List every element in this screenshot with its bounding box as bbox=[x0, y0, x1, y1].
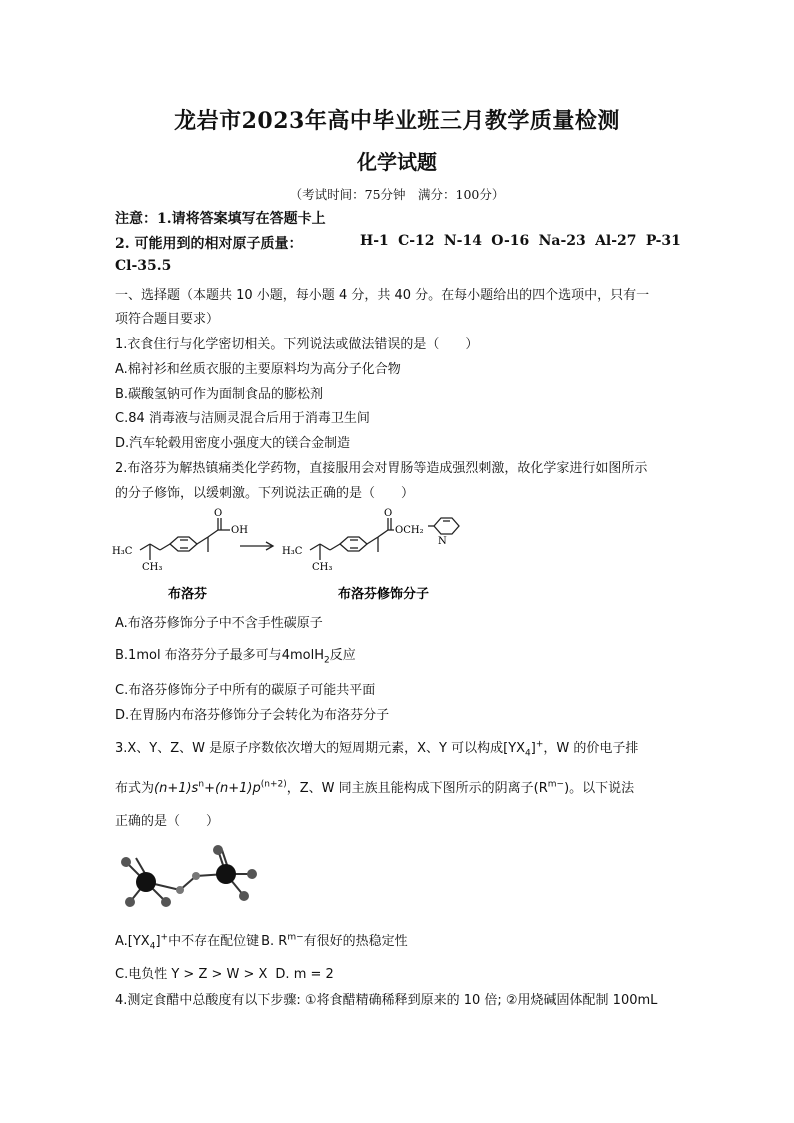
q3-anion-close: ) bbox=[564, 781, 570, 796]
atomic-mass: N-14 bbox=[443, 233, 482, 249]
anion-ball-stick-figure bbox=[112, 840, 272, 920]
h3c-label-left: H₃C bbox=[112, 546, 133, 557]
atomic-mass: P-31 bbox=[645, 233, 681, 249]
q2-option-c: C.布洛芬修饰分子中所有的碳原子可能共平面 bbox=[115, 683, 376, 698]
q2-option-b bbox=[115, 644, 356, 666]
q3-a-charge: + bbox=[160, 932, 169, 943]
exam-subtitle: 化学试题 bbox=[357, 150, 437, 174]
q2-stem-line2: 的分子修饰，以缓刺激。下列说法正确的是（ ） bbox=[115, 486, 415, 501]
q3-text-end: 。以下说法 bbox=[569, 781, 635, 796]
q3-config-mid: +(n+1)p bbox=[204, 781, 261, 796]
q2-b-text: B.1mol 布洛芬分子最多可与 bbox=[115, 648, 282, 663]
section-heading-line1: 一、选择题（本题共 10 小题，每小题 4 分，共 40 分。在每小题给出的四个选项中，只有一 bbox=[115, 288, 650, 303]
w-atom bbox=[136, 872, 156, 892]
q3-stem-line2 bbox=[115, 777, 634, 796]
anion-atoms bbox=[121, 845, 257, 907]
q3-text: 布式为 bbox=[115, 781, 155, 796]
figure-label-modified: 布洛芬修饰分子 bbox=[338, 587, 430, 602]
q3-b-label: B. R bbox=[261, 934, 288, 949]
q3-option-d: D. m = 2 bbox=[275, 967, 334, 982]
o-label-left: O bbox=[214, 508, 223, 519]
q1-option-a: A.棉衬衫和丝质衣服的主要原料均为高分子化合物 bbox=[115, 362, 401, 377]
q2-b-formula: 4molH bbox=[281, 648, 324, 663]
q1-option-c: C.84 消毒液与洁厕灵混合后用于消毒卫生间 bbox=[115, 411, 370, 426]
z-atom bbox=[213, 845, 223, 855]
q1-stem: 1.衣食住行与化学密切相关。下列说法或做法错误的是（ ） bbox=[115, 337, 479, 352]
q3-text-mid: ，Z、W 同主族且能构成下图所示的阴离子 bbox=[286, 781, 534, 796]
q3-ion-charge: + bbox=[535, 739, 544, 750]
pyridine-n-label: N bbox=[438, 536, 447, 547]
q3-option-c: C.电负性 Y > Z > W > X bbox=[115, 967, 268, 982]
oh-label: OH bbox=[231, 525, 248, 536]
note-1: 注意：1.请将答案填写在答题卡上 bbox=[115, 211, 326, 227]
q1-option-d: D.汽车轮毂用密度小强度大的镁合金制造 bbox=[115, 436, 351, 451]
q3-a-ion: [YX bbox=[127, 934, 150, 949]
z-atom bbox=[192, 872, 200, 880]
q2-stem-line1: 2.布洛芬为解热镇痛类化学药物，直接服用会对胃肠等造成强烈刺激，故化学家进行如图所示 bbox=[115, 461, 648, 476]
q3-a-bracket: ] bbox=[155, 934, 161, 949]
q4-stem: 4.测定食醋中总酸度有以下步骤: ①将食醋精确稀释到原来的 10 倍; ②用烧碱固体配制 100mL bbox=[115, 993, 658, 1008]
q2-option-a: A.布洛芬修饰分子中不含手性碳原子 bbox=[115, 616, 323, 631]
atomic-mass: O-16 bbox=[491, 233, 530, 249]
q3-options-cd bbox=[115, 963, 334, 982]
z-atom bbox=[176, 886, 184, 894]
q3-a-label: A. bbox=[115, 934, 128, 949]
z-atom bbox=[121, 857, 131, 867]
q3-options-ab bbox=[115, 930, 408, 952]
q1-option-b: B.碳酸氢钠可作为面制食品的膨松剂 bbox=[115, 387, 324, 402]
q3-stem-line1 bbox=[115, 737, 638, 759]
h3c-label-right: H₃C bbox=[282, 546, 303, 557]
section-heading-line2: 项符合题目要求） bbox=[115, 312, 220, 327]
atomic-mass: H-1 bbox=[360, 233, 389, 249]
ch3-label-right: CH₃ bbox=[312, 562, 333, 573]
atomic-mass-cl: Cl-35.5 bbox=[115, 258, 172, 274]
q3-anion: (R bbox=[533, 781, 548, 796]
q3-text: 3.X、Y、Z、W 是原子序数依次增大的短周期元素，X、Y 可以构成 bbox=[115, 741, 504, 756]
atomic-mass: Al-27 bbox=[595, 233, 637, 249]
note-2-label: 2. 可能用到的相对原子质量： bbox=[115, 236, 303, 252]
w-atom bbox=[216, 864, 236, 884]
ibuprofen-structure bbox=[140, 518, 273, 560]
z-atom bbox=[161, 897, 171, 907]
modified-ibuprofen-structure bbox=[310, 518, 459, 560]
q3-text-end: ，W 的价电子排 bbox=[543, 741, 639, 756]
q3-ion-bracket: ] bbox=[530, 741, 536, 756]
q3-b-charge: m− bbox=[287, 932, 304, 943]
q3-b-text: 有很好的热稳定性 bbox=[303, 934, 408, 949]
ibuprofen-modification-figure bbox=[112, 506, 492, 604]
q2-b-text-end: 反应 bbox=[329, 648, 356, 663]
q3-anion-charge: m− bbox=[547, 779, 565, 790]
q2-option-d: D.在胃肠内布洛芬修饰分子会转化为布洛芬分子 bbox=[115, 708, 390, 723]
q3-stem-line3: 正确的是（ ） bbox=[115, 814, 220, 829]
z-atom bbox=[247, 869, 257, 879]
q2-b-subscript: 2 bbox=[323, 655, 330, 666]
och2-label: OCH₂ bbox=[395, 525, 424, 536]
z-atom bbox=[239, 891, 249, 901]
exam-title: 龙岩市2023年高中毕业班三月教学质量检测 bbox=[174, 108, 620, 134]
q3-ion: [YX bbox=[503, 741, 526, 756]
o-label-right: O bbox=[384, 508, 393, 519]
q3-a-subscript: 4 bbox=[149, 941, 156, 952]
exam-info: （考试时间：75分钟 满分：100分） bbox=[289, 187, 505, 202]
q3-config-sup: n bbox=[198, 779, 205, 790]
q3-config-sup2: (n+2) bbox=[260, 779, 287, 790]
ch3-label-left: CH₃ bbox=[142, 562, 163, 573]
q3-config: (n+1)s bbox=[154, 781, 199, 796]
figure-label-ibuprofen: 布洛芬 bbox=[168, 587, 208, 602]
z-atom bbox=[125, 897, 135, 907]
q3-ion-subscript: 4 bbox=[525, 748, 531, 759]
atomic-mass: Na-23 bbox=[538, 233, 586, 249]
q3-a-text: 中不存在配位键 bbox=[168, 934, 260, 949]
atomic-mass-list bbox=[360, 233, 681, 249]
atomic-mass: C-12 bbox=[398, 233, 435, 249]
